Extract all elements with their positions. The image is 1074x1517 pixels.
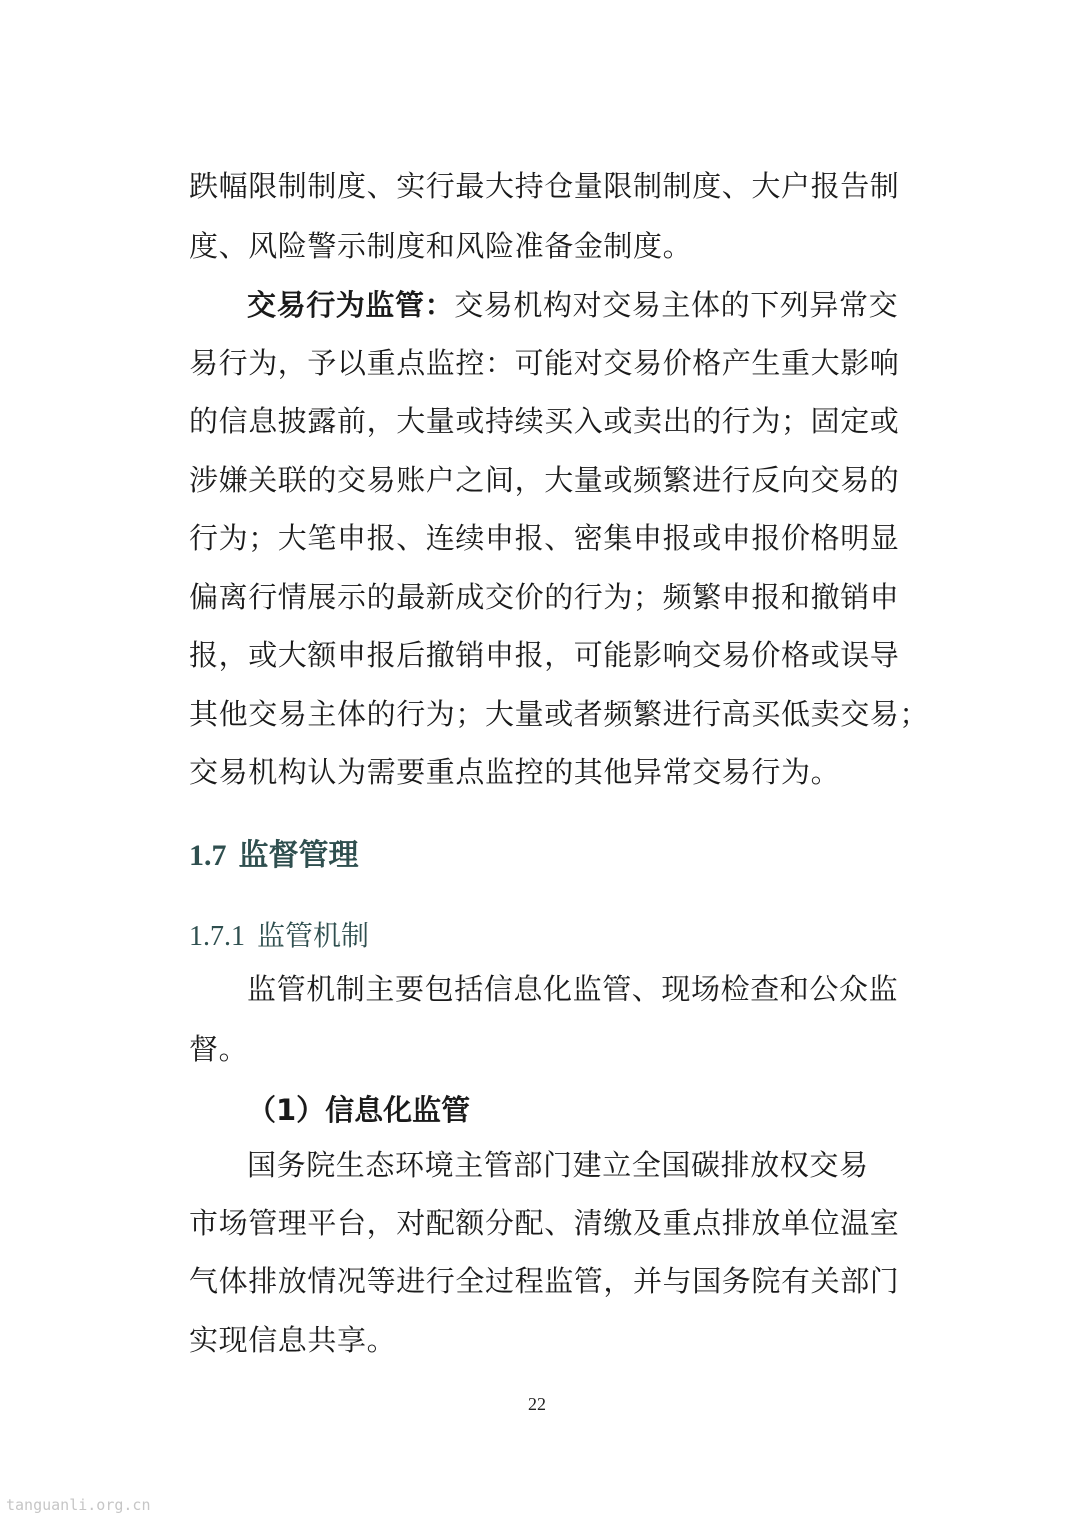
paragraph-4-line-4: 实现信息共享。 <box>189 1323 397 1357</box>
paragraph-4-line-3: 气体排放情况等进行全过程监管，并与国务院有关部门 <box>189 1264 900 1298</box>
watermark-text: tanguanli.org.cn <box>6 1496 151 1514</box>
paragraph-2-line-8: 其他交易主体的行为；大量或者频繁进行高买低卖交易； <box>189 697 930 731</box>
paragraph-2-line-7: 报，或大额申报后撤销申报，可能影响交易价格或误导 <box>189 638 900 672</box>
paragraph-2-line-9: 交易机构认为需要重点监控的其他异常交易行为。 <box>189 755 841 789</box>
subsection-number: 1.7.1 <box>189 921 245 952</box>
paragraph-3-line-2: 督。 <box>189 1032 249 1066</box>
paragraph-2-line-5: 行为；大笔申报、连续申报、密集申报或申报价格明显 <box>189 521 900 555</box>
paragraph-2-line-3: 的信息披露前，大量或持续买入或卖出的行为；固定或 <box>189 404 900 438</box>
section-title: 监督管理 <box>238 838 359 873</box>
paragraph-4-line-2: 市场管理平台，对配额分配、清缴及重点排放单位温室 <box>189 1206 900 1240</box>
paragraph-2-line-6: 偏离行情展示的最新成交价的行为；频繁申报和撤销申 <box>189 580 900 614</box>
paragraph-2-lead: 交易行为监管： <box>247 288 455 322</box>
paragraph-3-line-1: 监管机制主要包括信息化监管、现场检查和公众监 <box>247 972 899 1006</box>
paragraph-1-line-2: 度、风险警示制度和风险准备金制度。 <box>189 229 693 263</box>
section-number: 1.7 <box>189 839 227 872</box>
paragraph-2-first-line-text: 交易机构对交易主体的下列异常交 <box>454 288 899 322</box>
item-heading: （1）信息化监管 <box>247 1093 471 1127</box>
subsection-heading <box>189 914 369 954</box>
paragraph-2-line-1 <box>247 287 898 323</box>
section-heading <box>189 830 359 874</box>
paragraph-2-line-4: 涉嫌关联的交易账户之间，大量或频繁进行反向交易的 <box>189 463 900 497</box>
paragraph-2-line-2: 易行为，予以重点监控：可能对交易价格产生重大影响 <box>189 346 900 380</box>
paragraph-1-line-1: 跌幅限制制度、实行最大持仓量限制制度、大户报告制 <box>189 169 900 203</box>
paragraph-4-line-1: 国务院生态环境主管部门建立全国碳排放权交易 <box>247 1148 869 1182</box>
page-number: 22 <box>528 1394 546 1414</box>
subsection-title: 监管机制 <box>257 919 370 952</box>
